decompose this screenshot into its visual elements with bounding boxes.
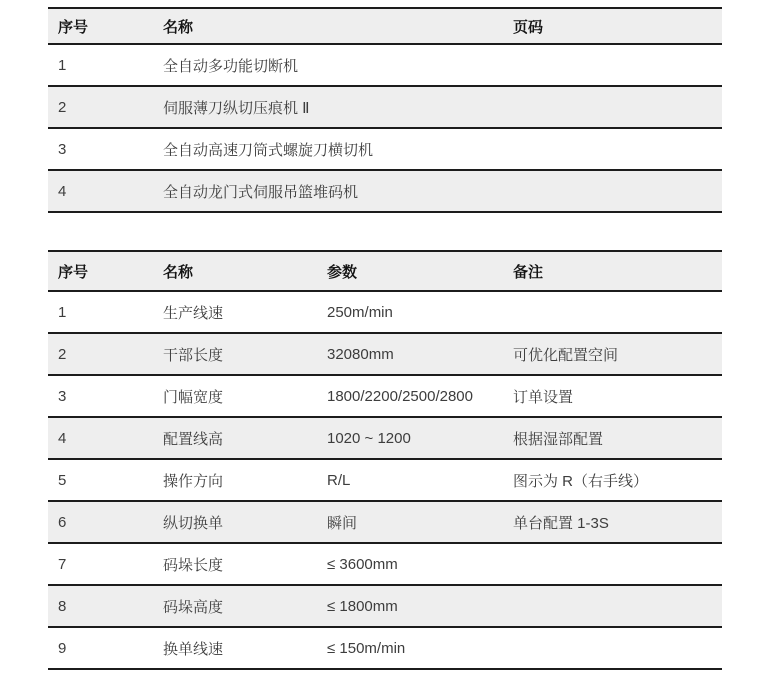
param-row-no: 3 [58,387,67,405]
index-row-no: 2 [58,98,67,116]
index-col-header-name: 名称 [163,18,194,36]
index-row-no: 1 [58,56,67,74]
param-row-no: 8 [58,597,67,615]
index-col-header-page: 页码 [513,18,544,36]
param-row-no: 7 [58,555,67,573]
param-row-param: ≤ 3600mm [327,555,398,573]
index-row-name: 全自动高速刀筒式螺旋刀横切机 [163,141,374,159]
param-row-name: 码垛高度 [163,598,224,616]
param-row-no: 2 [58,345,67,363]
index-row-page [513,86,722,128]
param-row-no: 9 [58,639,67,657]
param-row-name: 码垛长度 [163,556,224,574]
param-row-param: 250m/min [327,303,393,321]
index-row-name: 全自动多功能切断机 [163,57,299,75]
index-row-no: 4 [58,182,67,200]
param-row-no: 1 [58,303,67,321]
table-row [48,627,722,669]
param-row-name: 门幅宽度 [163,388,224,406]
param-col-header-no: 序号 [58,263,89,281]
param-row-param: 瞬间 [327,514,358,532]
index-table-header-row [48,8,722,44]
param-row-param: ≤ 1800mm [327,597,398,615]
param-row-param: ≤ 150m/min [327,639,406,657]
table-row [48,333,722,375]
param-row-remark: 图示为 R（右手线） [513,472,649,490]
document-page [48,7,722,670]
param-row-remark [513,543,722,585]
param-row-param: 32080mm [327,345,394,363]
table-row [48,501,722,543]
param-col-header-name: 名称 [163,263,194,281]
param-row-name: 干部长度 [163,346,224,364]
param-row-name: 纵切换单 [163,514,224,532]
param-col-header-param: 参数 [327,263,358,281]
table-row [48,86,722,128]
param-row-name: 换单线速 [163,640,224,658]
index-row-page [513,44,722,86]
table-row [48,459,722,501]
param-row-name: 生产线速 [163,304,224,322]
param-row-remark: 可优化配置空间 [513,346,619,364]
table-row [48,543,722,585]
index-table [48,7,722,213]
param-row-name: 配置线高 [163,430,224,448]
table-row [48,585,722,627]
param-row-remark [513,627,722,669]
param-row-param: 1020 ~ 1200 [327,429,411,447]
index-row-page [513,170,722,212]
table-row [48,291,722,333]
param-row-remark: 根据湿部配置 [513,430,604,448]
param-row-no: 4 [58,429,67,447]
param-row-remark [513,585,722,627]
param-row-param: R/L [327,471,351,489]
param-row-no: 5 [58,471,67,489]
index-col-header-no: 序号 [58,18,89,36]
index-row-name: 伺服薄刀纵切压痕机 Ⅱ [163,99,310,117]
param-col-header-remark: 备注 [513,263,544,281]
table-row [48,170,722,212]
table-row [48,44,722,86]
parameters-table-header-row [48,251,722,291]
table-row [48,128,722,170]
table-spacer [48,213,722,250]
index-row-name: 全自动龙门式伺服吊篮堆码机 [163,183,359,201]
param-row-name: 操作方向 [163,472,224,490]
table-row [48,375,722,417]
param-row-param: 1800/2200/2500/2800 [327,387,473,405]
index-row-page [513,128,722,170]
param-row-no: 6 [58,513,67,531]
table-row [48,417,722,459]
index-row-no: 3 [58,140,67,158]
param-row-remark [513,291,722,333]
param-row-remark: 订单设置 [513,388,574,406]
parameters-table [48,250,722,670]
param-row-remark: 单台配置 1-3S [513,514,609,532]
